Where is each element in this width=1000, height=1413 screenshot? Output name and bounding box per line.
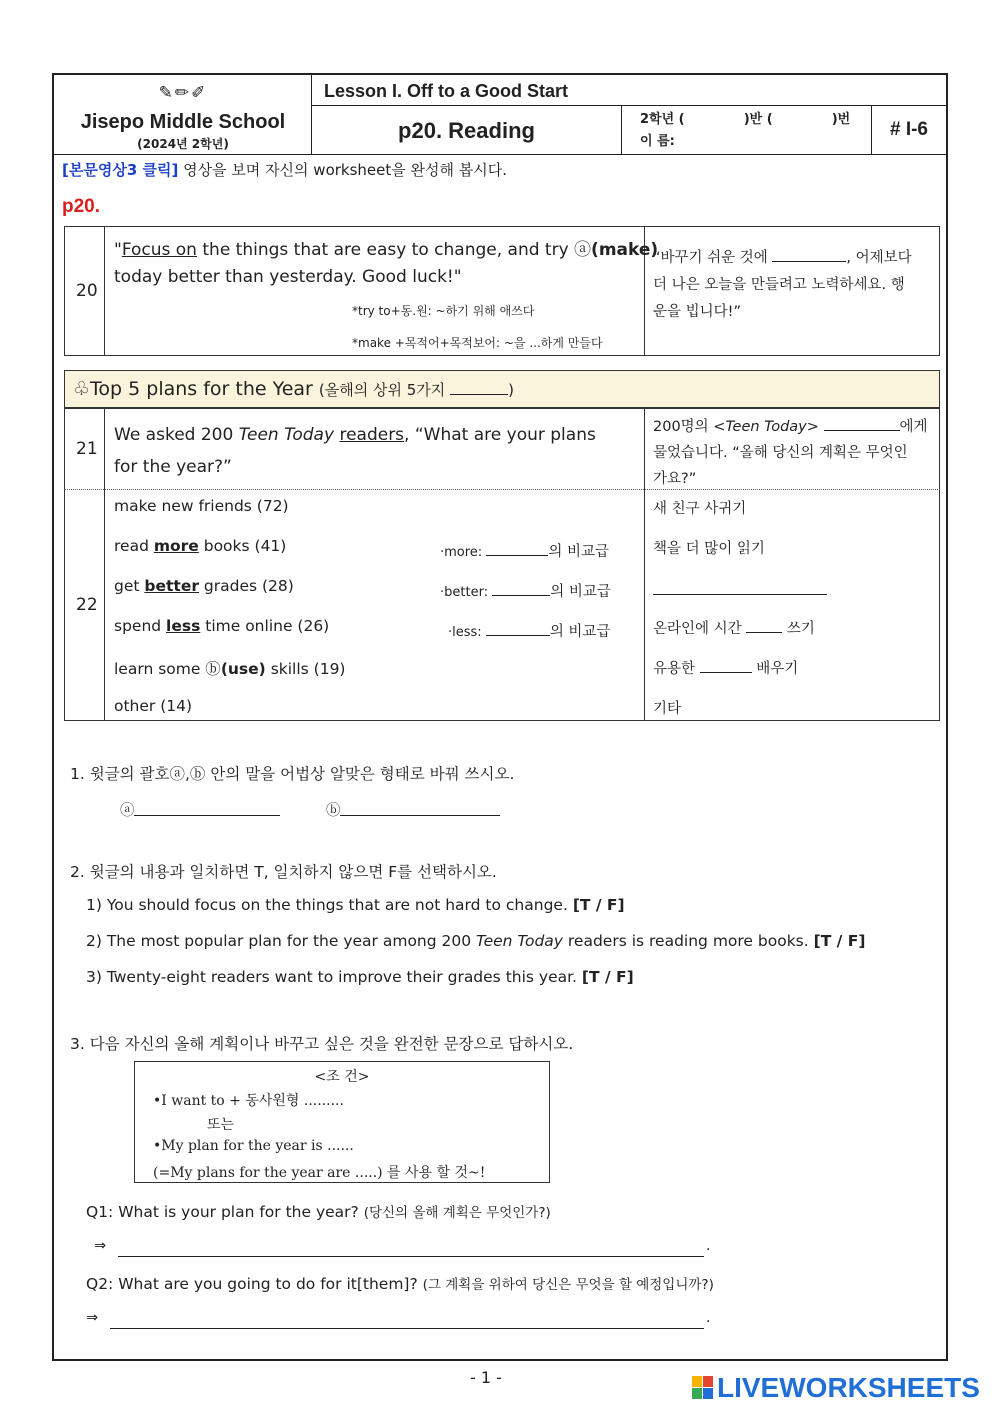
- kor-text: “바꾸기 쉬운 것에: [653, 250, 768, 266]
- answer-blank[interactable]: [772, 248, 846, 263]
- focus-on-phrase: Focus on: [121, 240, 197, 260]
- arrow-icon: ⇒: [86, 1310, 99, 1326]
- logo-text: LIVEWORKSHEETS: [717, 1372, 980, 1403]
- section-label: p20.: [62, 196, 101, 217]
- statement-text: 3) Twenty-eight readers want to improve their grades this year.: [86, 968, 577, 986]
- tf-choice[interactable]: [T / F]: [813, 932, 866, 950]
- item-21-kor-3: 가요?”: [653, 471, 697, 487]
- text: We asked 200: [114, 425, 239, 445]
- plan-text: learn some ⓑ: [114, 660, 221, 678]
- plan-text: get: [114, 577, 145, 595]
- condition-or: 또는: [207, 1117, 235, 1133]
- note-suffix: 의 비교급: [548, 544, 609, 560]
- condition-2: •My plan for the year is ......: [153, 1138, 354, 1154]
- kor-text: 에게: [899, 419, 928, 435]
- worksheet-number: # I-6: [889, 119, 929, 140]
- answer-blank[interactable]: [450, 380, 508, 395]
- statement-text: 2) The most popular plan for the year among 200: [86, 932, 477, 950]
- answer-blank[interactable]: [746, 619, 782, 634]
- comparative-note: [448, 620, 610, 641]
- top5-kor: [319, 381, 514, 399]
- plan-text: spend: [114, 617, 167, 635]
- name-label: 이 름:: [640, 134, 675, 149]
- q3-answer-2-input[interactable]: [110, 1312, 704, 1329]
- plan-text: skills (19): [265, 660, 346, 678]
- plan-kor: [653, 617, 815, 638]
- plan-kor: 새 친구 사귀기: [653, 501, 747, 517]
- plan-row: [114, 617, 329, 635]
- note-suffix: 의 비교급: [549, 624, 611, 640]
- school-term: (2024년 2학년): [137, 137, 229, 151]
- note-word: ·more:: [440, 545, 483, 560]
- item-21-line-1: [114, 425, 596, 445]
- answer-blank[interactable]: [486, 543, 548, 556]
- lesson-title: Lesson I. Off to a Good Start: [312, 75, 946, 106]
- magazine-title: Teen Today: [238, 425, 335, 445]
- item-20-kor-3: 운을 빕니다!”: [653, 304, 741, 320]
- q3-answer-1-input[interactable]: [118, 1240, 704, 1257]
- text: , “What are your plans: [404, 425, 596, 445]
- conditions-title: <조 건>: [314, 1069, 370, 1085]
- answer-a-label: ⓐ: [120, 803, 135, 819]
- page-title: p20. Reading: [312, 106, 622, 155]
- plan-text: other (14): [114, 697, 193, 715]
- item-20-kor-1: [653, 246, 912, 267]
- key-word: less: [166, 617, 201, 635]
- plan-row: [114, 697, 192, 715]
- instruction: [62, 159, 507, 180]
- school-name: Jisepo Middle School: [80, 111, 286, 133]
- tf-statement-3: [86, 968, 634, 986]
- answer-blank[interactable]: [700, 659, 752, 674]
- class-grade-label: 2학년 (: [640, 112, 685, 127]
- q3-sub-2: [86, 1273, 714, 1293]
- tf-choice[interactable]: [T / F]: [572, 896, 625, 914]
- class-beon-label: )번: [831, 112, 851, 127]
- key-word: more: [153, 537, 199, 555]
- class-info: [622, 106, 872, 155]
- kor-text: ): [508, 381, 514, 399]
- kor-text: 온라인에 시간: [653, 621, 742, 637]
- plan-row: [114, 497, 289, 515]
- pencil-icons: ✎✏✐: [158, 83, 208, 103]
- video-link[interactable]: [본문영상3 클릭]: [62, 161, 179, 179]
- period: .: [706, 1310, 711, 1326]
- answer-b-input[interactable]: [340, 799, 500, 816]
- item-20-kor-2: 더 나은 오늘을 만들려고 노력하세요. 행: [653, 277, 905, 293]
- plan-text: grades (28): [198, 577, 294, 595]
- question-3-prompt: 3. 다음 자신의 올해 계획이나 바꾸고 싶은 것을 완전한 문장으로 답하시오.: [70, 1035, 574, 1053]
- divider: [104, 408, 105, 721]
- grammar-note-2: *make +목적어+목적보어: ~을 ...하게 만들다: [352, 336, 603, 350]
- kor-text: , 어제보다: [846, 250, 912, 266]
- item-number: 21: [76, 439, 98, 459]
- kor-text: 유용한: [653, 661, 696, 677]
- page-number: - 1 -: [470, 1368, 502, 1387]
- item-20-text: the things that are easy to change, and try ⓐ: [196, 240, 592, 260]
- answer-blank[interactable]: [824, 417, 900, 432]
- quote-mark: ": [114, 240, 122, 260]
- plan-row: [114, 577, 294, 595]
- note-suffix: 의 비교급: [550, 584, 611, 600]
- instruction-text: 영상을 보며 자신의 worksheet을 완성해 봅시다.: [178, 161, 507, 179]
- plan-text: read: [114, 537, 154, 555]
- top5-title: Top 5 plans for the Year: [90, 378, 313, 400]
- kor-text: (올해의 상위 5가지: [318, 381, 446, 399]
- plan-row: [114, 657, 345, 679]
- conditions-box: [134, 1061, 550, 1183]
- arrow-icon: ⇒: [94, 1238, 107, 1254]
- answer-b-label: ⓑ: [326, 803, 341, 819]
- tf-choice[interactable]: [T / F]: [581, 968, 634, 986]
- magazine-title: Teen Today: [725, 419, 807, 435]
- plan-kor: 책을 더 많이 읽기: [653, 541, 765, 557]
- plan-kor: 기타: [653, 701, 682, 717]
- divider: [104, 226, 105, 356]
- statement-text: readers is reading more books.: [562, 932, 809, 950]
- question-kr: (그 계획을 위하여 당신은 무엇을 할 예정입니까?): [422, 1277, 714, 1293]
- item-number: 20: [76, 281, 98, 301]
- magazine-title: Teen Today: [476, 932, 563, 950]
- plan-text: time online (26): [200, 617, 330, 635]
- clover-icon: ♧: [73, 378, 91, 400]
- item-21-line-2: for the year?”: [114, 457, 232, 477]
- plan-text: books (41): [198, 537, 287, 555]
- use-verb: (use): [220, 660, 266, 678]
- q3-sub-1: [86, 1201, 551, 1221]
- logo-mark-icon: [692, 1376, 714, 1400]
- question-2-prompt: 2. 윗글의 내용과 일치하면 T, 일치하지 않으면 F를 선택하시오.: [70, 863, 497, 881]
- comparative-note: [440, 540, 609, 561]
- plan-row: [114, 537, 286, 555]
- question-1-prompt: 1. 윗글의 괄호ⓐ,ⓑ 안의 말을 어법상 알맞은 형태로 바꿔 쓰시오.: [70, 765, 515, 783]
- tf-statement-2: [86, 932, 865, 950]
- answer-blank[interactable]: [492, 583, 550, 596]
- question-en: Q2: What are you going to do for it[them]?: [86, 1275, 418, 1293]
- question-kr: (당신의 올해 계획은 무엇인가?): [363, 1205, 551, 1221]
- question-en: Q1: What is your plan for the year?: [86, 1203, 359, 1221]
- condition-3: (=My plans for the year are .....) 를 사용 할 것~!: [153, 1165, 486, 1181]
- make-verb: (make): [591, 240, 659, 260]
- item-20-line-1: [114, 235, 658, 260]
- statement-text: 1) You should focus on the things that are not hard to change.: [86, 896, 568, 914]
- note-word: ·less:: [448, 625, 482, 640]
- tf-statement-1: [86, 896, 625, 914]
- key-word: better: [144, 577, 199, 595]
- kor-text: 쓰기: [786, 621, 815, 637]
- top5-header: [64, 370, 940, 408]
- period: .: [706, 1238, 711, 1254]
- item-20-line-2: today better than yesterday. Good luck!": [114, 267, 462, 287]
- comparative-note: [440, 580, 611, 601]
- grammar-note-1: *try to+동.원: ~하기 위해 애쓰다: [352, 304, 535, 318]
- header: [54, 75, 946, 155]
- item-21-kor-2: 물었습니다. “올해 당신의 계획은 무엇인: [653, 445, 908, 461]
- answer-blank[interactable]: [486, 623, 550, 636]
- kor-text: 200명의 <: [653, 419, 726, 435]
- note-word: ·better:: [440, 585, 489, 600]
- item-21-kor-1: [653, 415, 928, 436]
- divider: [644, 408, 645, 721]
- answer-a-input[interactable]: [134, 799, 280, 816]
- school-cell: [54, 75, 312, 155]
- answer-blank[interactable]: [653, 581, 827, 595]
- worksheet-frame: [52, 73, 948, 1361]
- condition-1: •I want to + 동사원형 .........: [153, 1093, 344, 1109]
- item-number: 22: [76, 595, 98, 615]
- plan-kor: [653, 657, 798, 678]
- kor-text: 배우기: [756, 661, 799, 677]
- dotted-divider: [64, 489, 940, 490]
- plan-text: make new friends (72): [114, 497, 289, 515]
- readers-word: readers: [339, 425, 405, 445]
- class-ban-label: )반 (: [743, 112, 773, 127]
- kor-text: >: [806, 419, 819, 435]
